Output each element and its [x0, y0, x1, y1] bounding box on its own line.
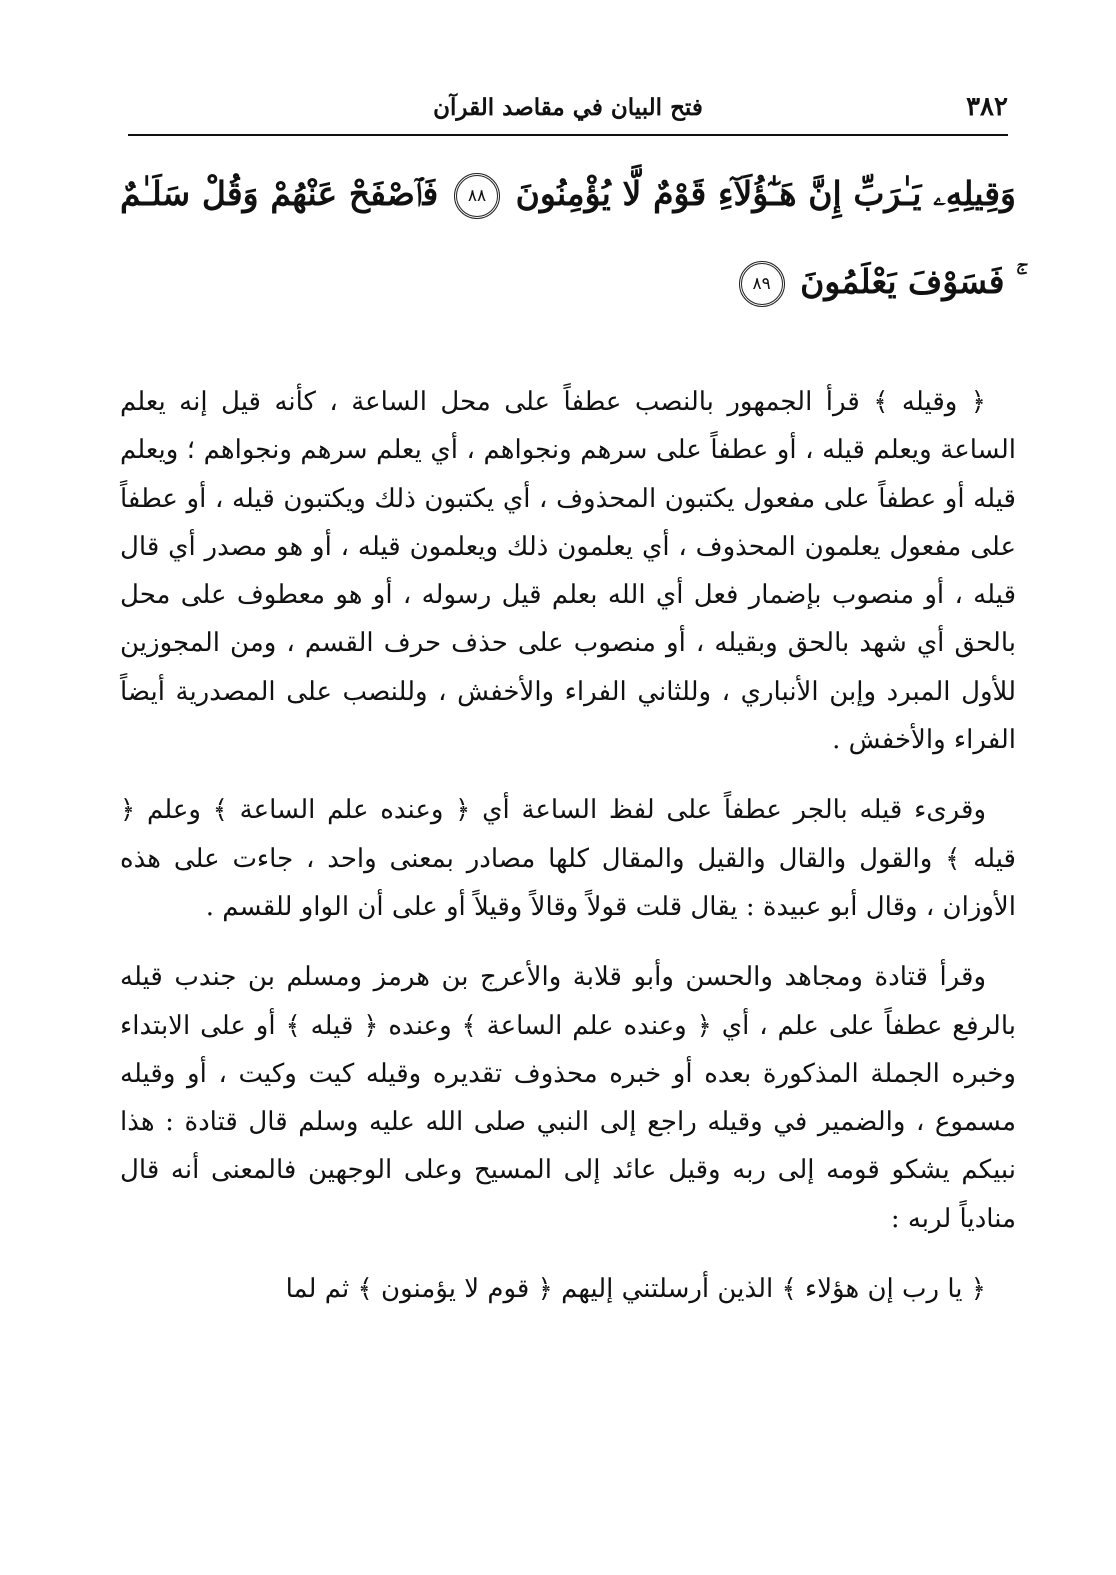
page-header [128, 92, 1008, 132]
commentary-paragraph: وقرىء قيله بالجر عطفاً على لفظ الساعة أي ﴿ وعنده علم الساعة ﴾ وعلم ﴿ قيله ﴾ والقول والقال والقيل والمقال كلها مصادر بمعنى واحد ، جاءت على هذه الأوزان ، وقال أبو عبيدة : يقال قلت قولاً وقالاً وقيلاً أو على أن الواو للقسم . [120, 795, 1016, 922]
commentary-paragraph: ﴿ وقيله ﴾ قرأ الجمهور بالنصب عطفاً على محل الساعة ، كأنه قيل إنه يعلم الساعة ويعلم قيله ، أو عطفاً على سرهم ونجواهم ، أي يعلم سرهم ونجواهم ؛ ويعلم قيله أو عطفاً على مفعول يكتبون المحذوف ، أي يكتبون ذلك ويكتبون قيله ، أو عطفاً على مفعول يعلمون المحذوف ، أي يعلمون ذلك ويعلمون قيله ، أو هو مصدر أي قال قيله ، أو منصوب بإضمار فعل أي الله بعلم قيل رسوله ، أو هو معطوف على محل بالحق أي شهد بالحق وبقيله ، أو منصوب على حذف حرف القسم ، ومن المجوزين للأول المبرد وإبن الأنباري ، وللثاني الفراء والأخفش ، وللنصب على المصدرية أيضاً الفراء والأخفش . [120, 387, 1017, 756]
running-title: فتح البيان في مقاصد القرآن [433, 94, 703, 121]
ayah-number-marker: ٨٩ [739, 261, 785, 307]
quran-verses [120, 150, 1016, 326]
ayah-number-marker: ٨٨ [454, 173, 500, 219]
page-number: ٣٨٢ [966, 92, 1008, 122]
header-divider [128, 134, 1008, 136]
commentary-paragraph: وقرأ قتادة ومجاهد والحسن وأبو قلابة والأعرج بن هرمز ومسلم بن جندب قيله بالرفع عطفاً على علم ، أي ﴿ وعنده علم الساعة ﴾ وعنده ﴿ قيله ﴾ أو على الابتداء وخبره الجملة المذكورة بعده أو خبره محذوف تقديره وقيله كيت وكيت ، أو وقيله مسموع ، والضمير في وقيله راجع إلى النبي صلى الله عليه وسلم قال قتادة : هذا نبيكم يشكو قومه إلى ربه وقيل عائد إلى المسيح وعلى الوجهين فالمعنى أنه قال منادياً لربه : [120, 962, 1016, 1234]
commentary-body [120, 378, 1016, 1313]
commentary-paragraph: ﴿ يا رب إن هؤلاء ﴾ الذين أرسلتني إليهم ﴿ قوم لا يؤمنون ﴾ ثم لما [285, 1274, 986, 1305]
verse-text-88: وَقِيلِهِۦ يَـٰرَبِّ إِنَّ هَـٰٓؤُلَآءِ قَوْمٌ لَّا يُؤْمِنُونَ [515, 174, 1016, 213]
verse-text-89: فَٱصْفَحْ عَنْهُمْ وَقُلْ سَلَـٰمٌ ۚ فَسَوْفَ يَعْلَمُونَ [120, 174, 1016, 301]
